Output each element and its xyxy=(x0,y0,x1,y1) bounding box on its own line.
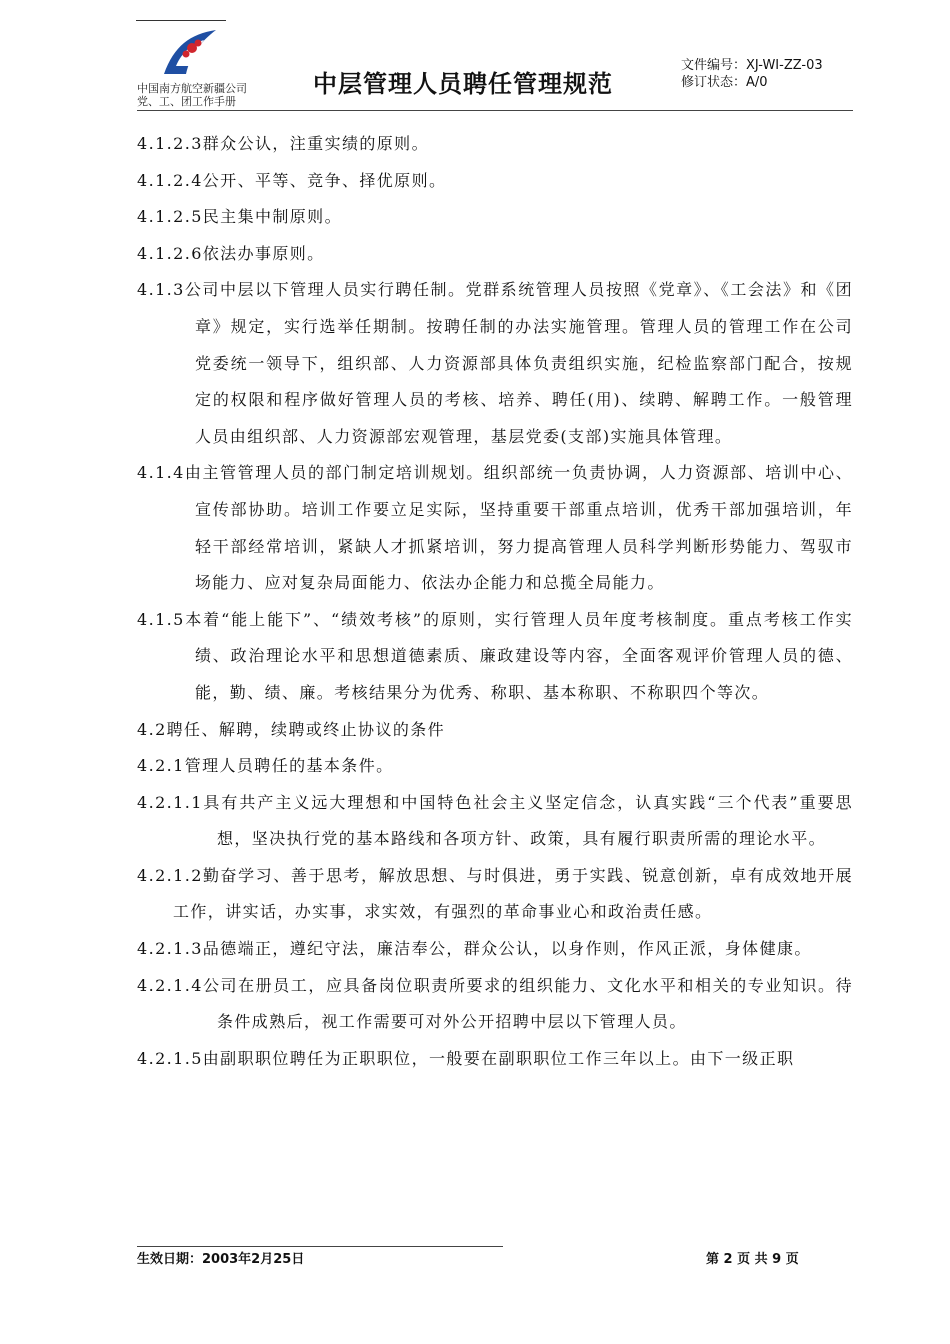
paragraph-4-1-2-3: 4.1.2.3群众公认，注重实绩的原则。 xyxy=(137,134,429,153)
company-name xyxy=(137,82,247,108)
footer-divider xyxy=(137,1246,503,1247)
paragraph-4-2-1-1: 4.2.1.1具有共产主义远大理想和中国特色社会主义坚定信念，认真实践“三个代表”重要思想，坚决执行党的基本路线和各项方针、政策，具有履行职责所需的理论水平。 xyxy=(137,792,853,849)
section-heading-4-2: 4.2聘任、解聘，续聘或终止协议的条件 xyxy=(137,719,446,739)
revision-status: 修订状态：A/0 xyxy=(681,75,768,90)
effective-date: 生效日期：2003年2月25日 xyxy=(137,1252,305,1267)
paragraph-4-2-1: 4.2.1管理人员聘任的基本条件。 xyxy=(137,756,394,776)
paragraph-4-2-1-3: 4.2.1.3品德端正，遵纪守法，廉洁奉公，群众公认，以身作则，作风正派，身体健康。 xyxy=(137,939,812,959)
logo-top-rule xyxy=(136,20,226,21)
company-line-1: 中国南方航空新疆公司 xyxy=(137,82,247,95)
document-body xyxy=(137,126,853,1077)
document-info xyxy=(681,57,823,91)
company-logo-icon xyxy=(160,26,218,78)
paragraph-4-1-2-4: 4.1.2.4公开、平等、竞争、择优原则。 xyxy=(137,170,447,190)
document-number: 文件编号：XJ-WI-ZZ-03 xyxy=(681,58,823,73)
paragraph-4-2-1-5: 4.2.1.5由副职职位聘任为正职职位，一般要在副职职位工作三年以上。由下一级正职 xyxy=(137,1048,795,1068)
paragraph-4-1-2-5: 4.1.2.5民主集中制原则。 xyxy=(137,207,342,227)
paragraph-4-1-3: 4.1.3公司中层以下管理人员实行聘任制。党群系统管理人员按照《党章》、《工会法》和《团章》规定，实行选举任期制。按聘任制的办法实施管理。管理人员的管理工作在公司党委统一领导下，组织部、人力资源部具体负责组织实施，纪检监察部门配合，按规定的权限和程序做好管理人员的考核、培养、聘任(用)、续聘、解聘工作。一般管理人员由组织部、人力资源部宏观管理，基层党委(支部)实施具体管理。 xyxy=(137,280,853,446)
header-divider xyxy=(137,110,853,111)
paragraph-4-2-1-4: 4.2.1.4公司在册员工，应具备岗位职责所要求的组织能力、文化水平和相关的专业知识。待条件成熟后，视工作需要可对外公开招聘中层以下管理人员。 xyxy=(137,975,853,1032)
page-number: 第 2 页 共 9 页 xyxy=(706,1252,799,1267)
company-line-2: 党、工、团工作手册 xyxy=(137,95,236,108)
paragraph-4-2-1-2: 4.2.1.2勤奋学习、善于思考，解放思想、与时俱进，勇于实践、锐意创新，卓有成效地开展工作，讲实话，办实事，求实效，有强烈的革命事业心和政治责任感。 xyxy=(137,865,853,922)
paragraph-4-1-5: 4.1.5本着“能上能下”、“绩效考核”的原则，实行管理人员年度考核制度。重点考核工作实绩、政治理论水平和思想道德素质、廉政建设等内容，全面客观评价管理人员的德、能，勤、绩、廉。考核结果分为优秀、称职、基本称职、不称职四个等次。 xyxy=(137,609,853,702)
paragraph-4-1-4: 4.1.4由主管管理人员的部门制定培训规划。组织部统一负责协调，人力资源部、培训中心、宣传部协助。培训工作要立足实际，坚持重要干部重点培训，优秀干部加强培训，年轻干部经常培训，紧缺人才抓紧培训，努力提高管理人员科学判断形势能力、驾驭市场能力、应对复杂局面能力、依法办企能力和总揽全局能力。 xyxy=(137,463,853,593)
paragraph-4-1-2-6: 4.1.2.6依法办事原则。 xyxy=(137,243,325,263)
document-title: 中层管理人员聘任管理规范 xyxy=(313,70,613,98)
